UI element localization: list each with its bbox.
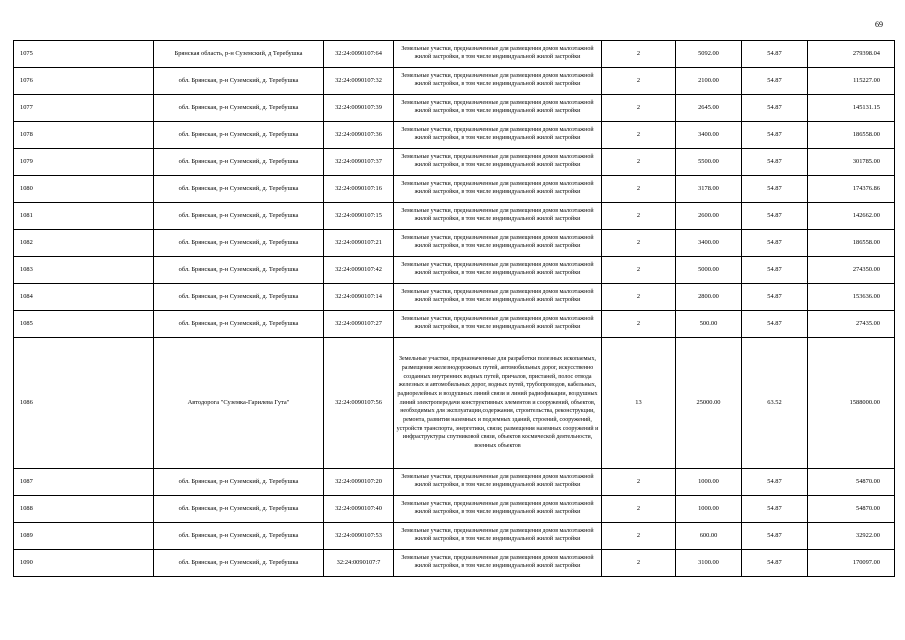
land-use-cell: Земельные участки, предназначенные для размещения домов малоэтажной жилой застройки, в том числе индивидуальной жилой застройки xyxy=(394,176,602,203)
cadastral-number-cell: 32:24:0090107:21 xyxy=(324,230,394,257)
area-cell: 5092.00 xyxy=(676,41,742,68)
land-use-cell: Земельные участки, предназначенные для размещения домов малоэтажной жилой застройки, в том числе индивидуальной жилой застройки xyxy=(394,230,602,257)
land-use-cell: Земельные участки, предназначенные для размещения домов малоэтажной жилой застройки, в том числе индивидуальной жилой застройки xyxy=(394,95,602,122)
rate-cell: 54.87 xyxy=(742,284,808,311)
cadastral-number-cell: 32:24:0090107:14 xyxy=(324,284,394,311)
group-cell: 2 xyxy=(602,230,676,257)
table-row xyxy=(14,257,895,284)
cadastral-value-cell: 1588000.00 xyxy=(808,338,895,469)
land-use-cell: Земельные участки, предназначенные для размещения домов малоэтажной жилой застройки, в том числе индивидуальной жилой застройки xyxy=(394,122,602,149)
address-cell: Брянская область, р-н Суземский, д Теребушка xyxy=(154,41,324,68)
row-number: 1089 xyxy=(14,523,154,550)
table-body xyxy=(14,41,895,577)
row-number: 1084 xyxy=(14,284,154,311)
row-number: 1086 xyxy=(14,338,154,469)
group-cell: 2 xyxy=(602,284,676,311)
group-cell: 2 xyxy=(602,122,676,149)
row-number: 1088 xyxy=(14,496,154,523)
land-use-cell: Земельные участки, предназначенные для размещения домов малоэтажной жилой застройки, в том числе индивидуальной жилой застройки xyxy=(394,257,602,284)
rate-cell: 54.87 xyxy=(742,550,808,577)
address-cell: обл. Брянская, р-н Суземский, д. Теребушка xyxy=(154,311,324,338)
area-cell: 3400.00 xyxy=(676,122,742,149)
area-cell: 2800.00 xyxy=(676,284,742,311)
address-cell: обл. Брянская, р-н Суземский, д. Теребушка xyxy=(154,469,324,496)
area-cell: 5500.00 xyxy=(676,149,742,176)
cadastral-number-cell: 32:24:0090107:37 xyxy=(324,149,394,176)
cadastral-value-cell: 27435.00 xyxy=(808,311,895,338)
rate-cell: 54.87 xyxy=(742,469,808,496)
group-cell: 2 xyxy=(602,550,676,577)
cadastral-value-cell: 145131.15 xyxy=(808,95,895,122)
land-registry-table xyxy=(13,40,895,577)
row-number: 1083 xyxy=(14,257,154,284)
address-cell: обл. Брянская, р-н Суземский, д. Теребушка xyxy=(154,496,324,523)
row-number: 1078 xyxy=(14,122,154,149)
table-row xyxy=(14,469,895,496)
address-cell: обл. Брянская, р-н Суземский, д. Теребушка xyxy=(154,550,324,577)
address-cell: обл. Брянская, р-н Суземский, д. Теребушка xyxy=(154,230,324,257)
table-row xyxy=(14,68,895,95)
cadastral-number-cell: 32:24:0090107:15 xyxy=(324,203,394,230)
table-row xyxy=(14,203,895,230)
land-use-cell: Земельные участки, предназначенные для размещения домов малоэтажной жилой застройки, в том числе индивидуальной жилой застройки xyxy=(394,496,602,523)
group-cell: 2 xyxy=(602,203,676,230)
row-number: 1079 xyxy=(14,149,154,176)
land-use-cell: Земельные участки, предназначенные для размещения домов малоэтажной жилой застройки, в том числе индивидуальной жилой застройки xyxy=(394,203,602,230)
rate-cell: 54.87 xyxy=(742,68,808,95)
land-use-cell: Земельные участки, предназначенные для размещения домов малоэтажной жилой застройки, в том числе индивидуальной жилой застройки xyxy=(394,149,602,176)
rate-cell: 54.87 xyxy=(742,95,808,122)
cadastral-number-cell: 32:24:0090107:56 xyxy=(324,338,394,469)
table-row xyxy=(14,176,895,203)
rate-cell: 54.87 xyxy=(742,122,808,149)
group-cell: 13 xyxy=(602,338,676,469)
cadastral-value-cell: 32922.00 xyxy=(808,523,895,550)
table-row xyxy=(14,230,895,257)
area-cell: 3100.00 xyxy=(676,550,742,577)
cadastral-value-cell: 186558.00 xyxy=(808,122,895,149)
cadastral-number-cell: 32:24:0090107:53 xyxy=(324,523,394,550)
group-cell: 2 xyxy=(602,41,676,68)
table-row xyxy=(14,496,895,523)
group-cell: 2 xyxy=(602,68,676,95)
cadastral-value-cell: 174376.86 xyxy=(808,176,895,203)
table-row xyxy=(14,41,895,68)
address-cell: обл. Брянская, р-н Суземский, д. Теребушка xyxy=(154,523,324,550)
cadastral-value-cell: 142662.00 xyxy=(808,203,895,230)
area-cell: 2100.00 xyxy=(676,68,742,95)
table-row xyxy=(14,95,895,122)
cadastral-number-cell: 32:24:0090107:40 xyxy=(324,496,394,523)
cadastral-number-cell: 32:24:0090107:20 xyxy=(324,469,394,496)
address-cell: обл. Брянская, р-н Суземский, д. Теребушка xyxy=(154,95,324,122)
address-cell: обл. Брянская, р-н Суземский, д. Теребушка xyxy=(154,203,324,230)
table-row xyxy=(14,311,895,338)
area-cell: 1000.00 xyxy=(676,496,742,523)
group-cell: 2 xyxy=(602,311,676,338)
row-number: 1087 xyxy=(14,469,154,496)
address-cell: обл. Брянская, р-н Суземский, д. Теребушка xyxy=(154,257,324,284)
area-cell: 3178.00 xyxy=(676,176,742,203)
cadastral-value-cell: 153636.00 xyxy=(808,284,895,311)
cadastral-value-cell: 170097.00 xyxy=(808,550,895,577)
cadastral-number-cell: 32:24:0090107:32 xyxy=(324,68,394,95)
table-row xyxy=(14,523,895,550)
land-use-cell: Земельные участки, предназначенные для разработки полезных ископаемых, размещения железнодорожных путей, автомобильных дорог, искусственно созданных внутренних водных путей, причалов, пристаней, полос отвода железных и автомобильных дорог, водных путей, трубопроводов, кабельных, радиорелейных и воздушных линий связи и линий радиофикации, воздушных линий электропередачи конструктивных элементов и сооружений, объектов, необходимых для эксплуатации,содержания, строительства, реконструкции, ремонта, развития наземных и подземных зданий, строений, сооружений, устройств транспорта, энергетики, связи; размещения наземных сооружений и инфраструктуры спутниковой связи, объектов космической деятельности, военных объектов xyxy=(394,338,602,469)
land-use-cell: Земельные участки, предназначенные для размещения домов малоэтажной жилой застройки, в том числе индивидуальной жилой застройки xyxy=(394,68,602,95)
cadastral-value-cell: 186558.00 xyxy=(808,230,895,257)
cadastral-value-cell: 274350.00 xyxy=(808,257,895,284)
rate-cell: 54.87 xyxy=(742,311,808,338)
rate-cell: 54.87 xyxy=(742,203,808,230)
cadastral-number-cell: 32:24:0090107:7 xyxy=(324,550,394,577)
cadastral-number-cell: 32:24:0090107:27 xyxy=(324,311,394,338)
rate-cell: 54.87 xyxy=(742,176,808,203)
cadastral-value-cell: 54870.00 xyxy=(808,496,895,523)
group-cell: 2 xyxy=(602,95,676,122)
row-number: 1075 xyxy=(14,41,154,68)
address-cell: обл. Брянская, р-н Суземский, д. Теребушка xyxy=(154,68,324,95)
row-number: 1080 xyxy=(14,176,154,203)
table-row xyxy=(14,122,895,149)
area-cell: 2600.00 xyxy=(676,203,742,230)
cadastral-value-cell: 115227.00 xyxy=(808,68,895,95)
table-row xyxy=(14,284,895,311)
cadastral-number-cell: 32:24:0090107:39 xyxy=(324,95,394,122)
land-use-cell: Земельные участки, предназначенные для размещения домов малоэтажной жилой застройки, в том числе индивидуальной жилой застройки xyxy=(394,550,602,577)
cadastral-number-cell: 32:24:0090107:36 xyxy=(324,122,394,149)
cadastral-value-cell: 54870.00 xyxy=(808,469,895,496)
group-cell: 2 xyxy=(602,523,676,550)
row-number: 1082 xyxy=(14,230,154,257)
group-cell: 2 xyxy=(602,469,676,496)
land-use-cell: Земельные участки, предназначенные для размещения домов малоэтажной жилой застройки, в том числе индивидуальной жилой застройки xyxy=(394,311,602,338)
rate-cell: 54.87 xyxy=(742,230,808,257)
address-cell: обл. Брянская, р-н Суземский, д. Теребушка xyxy=(154,284,324,311)
table-row xyxy=(14,149,895,176)
cadastral-value-cell: 279398.04 xyxy=(808,41,895,68)
cadastral-number-cell: 32:24:0090107:16 xyxy=(324,176,394,203)
area-cell: 3400.00 xyxy=(676,230,742,257)
row-number: 1081 xyxy=(14,203,154,230)
cadastral-number-cell: 32:24:0090107:64 xyxy=(324,41,394,68)
row-number: 1090 xyxy=(14,550,154,577)
area-cell: 600.00 xyxy=(676,523,742,550)
rate-cell: 54.87 xyxy=(742,41,808,68)
table-row xyxy=(14,550,895,577)
address-cell: обл. Брянская, р-н Суземский, д. Теребушка xyxy=(154,122,324,149)
row-number: 1085 xyxy=(14,311,154,338)
land-use-cell: Земельные участки, предназначенные для размещения домов малоэтажной жилой застройки, в том числе индивидуальной жилой застройки xyxy=(394,41,602,68)
area-cell: 500.00 xyxy=(676,311,742,338)
area-cell: 5000.00 xyxy=(676,257,742,284)
rate-cell: 54.87 xyxy=(742,257,808,284)
land-use-cell: Земельные участки, предназначенные для размещения домов малоэтажной жилой застройки, в том числе индивидуальной жилой застройки xyxy=(394,523,602,550)
row-number: 1077 xyxy=(14,95,154,122)
address-cell: обл. Брянская, р-н Суземский, д. Теребушка xyxy=(154,149,324,176)
area-cell: 2645.00 xyxy=(676,95,742,122)
rate-cell: 54.87 xyxy=(742,149,808,176)
group-cell: 2 xyxy=(602,149,676,176)
land-use-cell: Земельные участки, предназначенные для размещения домов малоэтажной жилой застройки, в том числе индивидуальной жилой застройки xyxy=(394,469,602,496)
area-cell: 1000.00 xyxy=(676,469,742,496)
group-cell: 2 xyxy=(602,257,676,284)
address-cell: Автодорога "Суземка-Гарилева Гута" xyxy=(154,338,324,469)
cadastral-value-cell: 301785.00 xyxy=(808,149,895,176)
row-number: 1076 xyxy=(14,68,154,95)
rate-cell: 54.87 xyxy=(742,496,808,523)
area-cell: 25000.00 xyxy=(676,338,742,469)
cadastral-number-cell: 32:24:0090107:42 xyxy=(324,257,394,284)
rate-cell: 54.87 xyxy=(742,523,808,550)
table-row xyxy=(14,338,895,469)
group-cell: 2 xyxy=(602,176,676,203)
group-cell: 2 xyxy=(602,496,676,523)
address-cell: обл. Брянская, р-н Суземский, д. Теребушка xyxy=(154,176,324,203)
rate-cell: 63.52 xyxy=(742,338,808,469)
land-use-cell: Земельные участки, предназначенные для размещения домов малоэтажной жилой застройки, в том числе индивидуальной жилой застройки xyxy=(394,284,602,311)
page-number: 69 xyxy=(875,20,883,29)
